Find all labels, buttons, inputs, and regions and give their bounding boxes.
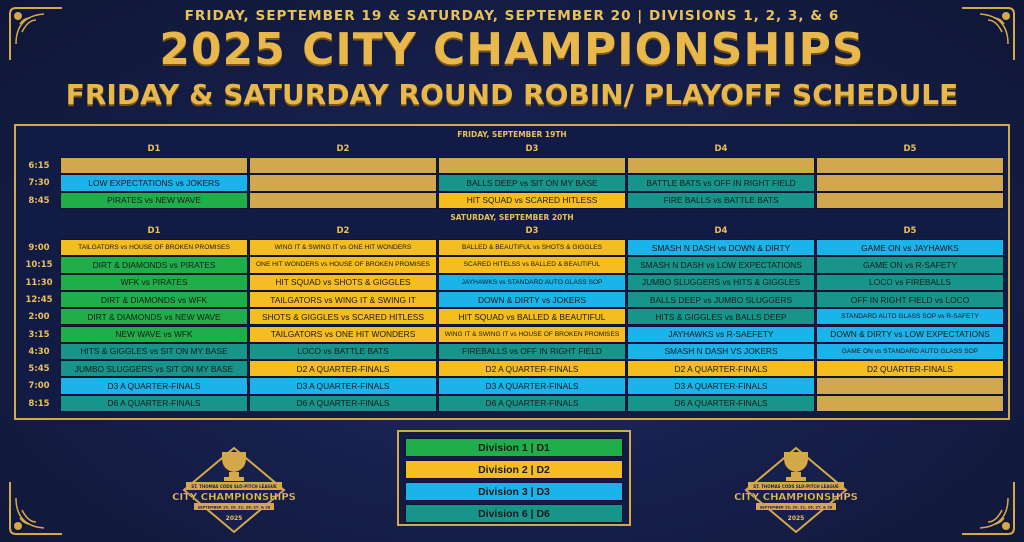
game-cell: D6 A QUARTER-FINALS [627,395,815,412]
legend-item: Division 6 | D6 [405,504,623,523]
column-header: D4 [714,144,728,154]
game-cell: D6 A QUARTER-FINALS [249,395,437,412]
game-cell: HITS & GIGGLES vs BALLS DEEP [627,308,815,325]
game-cell: D3 A QUARTER-FINALS [60,377,248,394]
game-cell [249,192,437,209]
game-cell: DOWN & DIRTY vs LOW EXPECTATIONS [816,326,1004,343]
time-slot: 7:00 [28,381,50,392]
game-cell: TAILGATORS vs ONE HIT WONDERS [249,326,437,343]
game-cell: OFF IN RIGHT FIELD vs LOCO [816,291,1004,308]
game-cell: DIRT & DIAMONDS vs NEW WAVE [60,308,248,325]
column-header: D3 [525,144,539,154]
game-cell [60,157,248,174]
game-cell: GAME ON vs R-SAFETY [816,256,1004,273]
game-cell [249,157,437,174]
game-cell: SMASH N DASH VS JOKERS [627,343,815,360]
game-cell: BALLS DEEP vs SIT ON MY BASE [438,174,626,191]
game-cell: D2 A QUARTER-FINALS [249,360,437,377]
game-cell: JUMBO SLUGGERS vs SIT ON MY BASE [60,360,248,377]
game-cell: TAILGATORS vs WING IT & SWING IT [249,291,437,308]
column-header: D5 [903,144,917,154]
game-cell [249,174,437,191]
game-cell: D3 A QUARTER-FINALS [249,377,437,394]
time-slot: 9:00 [28,243,50,253]
game-cell [816,377,1004,394]
game-cell: GAME ON vs STANDARD AUTO GLASS SOP [816,343,1004,360]
game-cell [816,174,1004,191]
column-header: D1 [147,144,161,154]
game-cell: FIREBALLS vs OFF IN RIGHT FIELD [438,343,626,360]
event-dates-subtitle: FRIDAY, SEPTEMBER 19 & SATURDAY, SEPTEMBER 20 | DIVISIONS 1, 2, 3, & 6 [184,8,840,24]
game-cell: HIT SQUAD vs BALLED & BEAUTIFUL [438,308,626,325]
legend-item: Division 2 | D2 [405,460,623,479]
game-cell: LOCO vs BATTLE BATS [249,343,437,360]
game-cell: D2 A QUARTER-FINALS [627,360,815,377]
logo-dates-text: SEPTEMBER 19, 20, 21, 26, 27, & 28 [759,505,833,510]
corner-ornament-icon [6,478,66,538]
city-championships-logo [734,438,858,538]
game-cell: SMASH N DASH vs DOWN & DIRTY [627,239,815,256]
game-cell: BATTLE BATS vs OFF IN RIGHT FIELD [627,174,815,191]
game-cell: GAME ON vs JAYHAWKS [816,239,1004,256]
time-slot: 2:00 [28,312,50,323]
logo-league-text: ST. THOMAS CODS SLO-PITCH LEAGUE [753,484,839,489]
time-slot: 11:30 [25,277,53,288]
game-cell: DIRT & DIAMONDS vs WFK [60,291,248,308]
game-cell: D2 A QUARTER-FINALS [438,360,626,377]
game-cell: JAYHAWKS vs STANDARD AUTO GLASS SOP [438,274,626,291]
game-cell: D2 QUARTER-FINALS [816,360,1004,377]
column-header: D2 [336,226,350,236]
schedule-title: FRIDAY & SATURDAY ROUND ROBIN/ PLAYOFF SCHEDULE [65,78,959,111]
column-header: D2 [336,144,350,154]
game-cell: HIT SQUAD vs SHOTS & GIGGLES [249,274,437,291]
game-cell: JUMBO SLUGGERS vs HITS & GIGGLES [627,274,815,291]
game-cell: D3 A QUARTER-FINALS [438,377,626,394]
game-cell: PIRATES vs NEW WAVE [60,192,248,209]
game-cell: TAILGATORS vs HOUSE OF BROKEN PROMISES [60,239,248,256]
column-header: D5 [903,226,917,236]
column-header: D1 [147,226,161,236]
logo-year-text: 2025 [787,515,805,522]
game-cell: STANDARD AUTO GLASS SOP vs R-SAFETY [816,308,1004,325]
game-cell: SCARED HITELSS vs BALLED & BEAUTIFUL [438,256,626,273]
game-cell: FIRE BALLS vs BATTLE BATS [627,192,815,209]
time-slot: 6:15 [28,161,50,171]
time-slot: 7:30 [28,178,50,189]
time-slot: 10:15 [25,260,53,271]
game-cell: SHOTS & GIGGLES vs SCARED HITLESS [249,308,437,325]
game-cell: BALLS DEEP vs JUMBO SLUGGERS [627,291,815,308]
game-cell: BALLED & BEAUTIFUL vs SHOTS & GIGGLES [438,239,626,256]
game-cell [438,157,626,174]
section-label: FRIDAY, SEPTEMBER 19TH [457,130,567,139]
corner-ornament-icon [958,478,1018,538]
legend-item: Division 1 | D1 [405,438,623,457]
logo-name-text: CITY CHAMPIONSHIPS [172,492,296,503]
time-slot: 8:45 [28,195,50,206]
section-label: SATURDAY, SEPTEMBER 20TH [450,213,574,222]
game-cell: NEW WAVE vs WFK [60,326,248,343]
city-championships-logo [172,438,296,538]
time-slot: 12:45 [25,294,53,305]
game-cell [816,157,1004,174]
game-cell: DIRT & DIAMONDS vs PIRATES [60,256,248,273]
game-cell: DOWN & DIRTY vs JOKERS [438,291,626,308]
game-cell: ONE HIT WONDERS vs HOUSE OF BROKEN PROMISES [249,256,437,273]
game-cell: JAYHAWKS vs R-SAEFETY [627,326,815,343]
page-title: 2025 CITY CHAMPIONSHIPS [159,24,865,75]
game-cell: D3 A QUARTER-FINALS [627,377,815,394]
game-cell: WFK vs PIRATES [60,274,248,291]
logo-league-text: ST. THOMAS CODS SLO-PITCH LEAGUE [191,484,277,489]
game-cell [627,157,815,174]
time-slot: 5:45 [28,364,50,375]
game-cell: LOCO vs FIREBALLS [816,274,1004,291]
time-slot: 4:30 [28,346,50,357]
game-cell: SMASH N DASH vs LOW EXPECTATIONS [627,256,815,273]
game-cell [816,192,1004,209]
column-header: D4 [714,226,728,236]
game-cell: D6 A QUARTER-FINALS [60,395,248,412]
column-header: D3 [525,226,539,236]
time-slot: 3:15 [28,329,50,340]
game-cell: WING IT & SWING IT vs ONE HIT WONDERS [249,239,437,256]
game-cell: D6 A QUARTER-FINALS [438,395,626,412]
game-cell: HITS & GIGGLES vs SIT ON MY BASE [60,343,248,360]
game-cell: LOW EXPECTATIONS vs JOKERS [60,174,248,191]
schedule-table [14,124,1010,420]
time-slot: 8:15 [28,398,50,409]
logo-year-text: 2025 [225,515,243,522]
game-cell [816,395,1004,412]
legend-item: Division 3 | D3 [405,482,623,501]
division-legend [397,430,631,526]
logo-dates-text: SEPTEMBER 19, 20, 21, 26, 27, & 28 [197,505,271,510]
logo-name-text: CITY CHAMPIONSHIPS [734,492,858,503]
game-cell: WING IT & SWING IT vs HOUSE OF BROKEN PROMISES [438,326,626,343]
game-cell: HIT SQUAD vs SCARED HITLESS [438,192,626,209]
